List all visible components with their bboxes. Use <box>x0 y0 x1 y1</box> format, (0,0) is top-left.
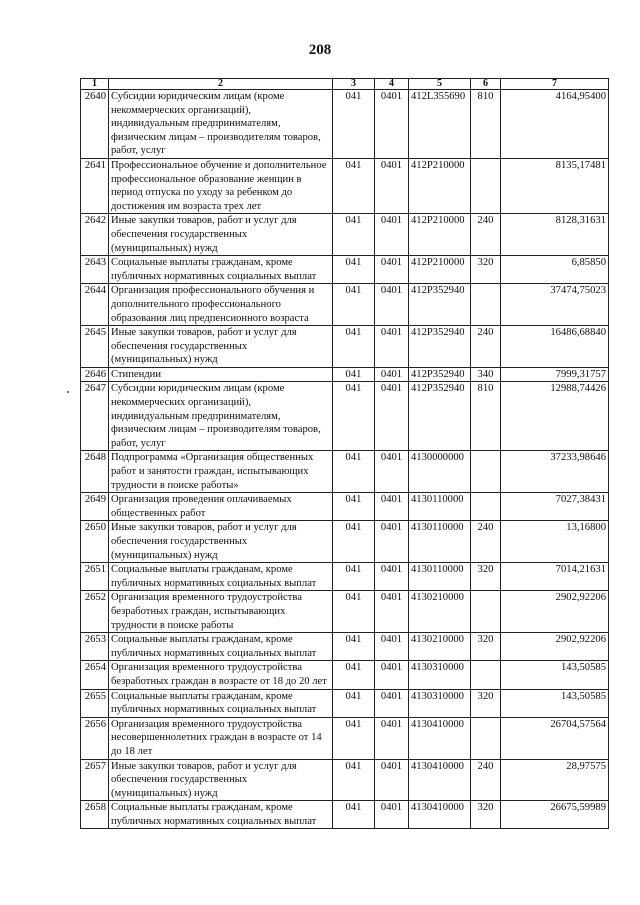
row-target-code: 4130110000 <box>409 493 471 521</box>
table-row <box>81 382 609 451</box>
row-target-code: 4130110000 <box>409 521 471 563</box>
row-target-code: 4130310000 <box>409 661 471 689</box>
page-number: 208 <box>308 42 332 58</box>
row-name-line: образования лиц предпенсионного возраста <box>111 312 309 324</box>
row-name-line: Социальные выплаты гражданам, кроме <box>111 802 293 814</box>
table-row <box>81 661 609 689</box>
row-name-line: безработных граждан, испытывающих <box>111 605 286 617</box>
row-section-code: 0401 <box>375 90 409 159</box>
row-name <box>109 284 333 326</box>
row-name-line: Субсидии юридическим лицам (кроме <box>111 91 285 102</box>
row-section-code: 0401 <box>375 214 409 256</box>
row-name-line: (муниципальных) нужд <box>111 354 218 366</box>
row-expense-type <box>471 493 501 521</box>
row-section-code: 0401 <box>375 591 409 633</box>
row-number: 2655 <box>81 689 109 717</box>
row-admin-code: 041 <box>333 521 375 563</box>
row-name-line: Социальные выплаты гражданам, кроме <box>111 257 293 269</box>
row-admin-code: 041 <box>333 801 375 829</box>
row-admin-code: 041 <box>333 563 375 591</box>
table-row <box>81 633 609 661</box>
row-name-line: публичных нормативных социальных выплат <box>111 815 317 827</box>
row-name-line: физическим лицам – производителям товаров, <box>111 131 321 143</box>
row-amount: 7014,21631 <box>501 563 609 591</box>
row-section-code: 0401 <box>375 256 409 284</box>
row-amount: 7999,31757 <box>501 367 609 382</box>
row-name-line: индивидуальным предпринимателям, <box>111 118 281 130</box>
row-amount: 4164,95400 <box>501 90 609 159</box>
row-name-line: трудности в поиске работы <box>111 619 234 631</box>
row-expense-type: 320 <box>471 633 501 661</box>
header-col-7: 7 <box>501 79 609 90</box>
row-target-code: 4130000000 <box>409 451 471 493</box>
row-name-line: Субсидии юридическим лицам (кроме <box>111 383 285 395</box>
row-name <box>109 801 333 829</box>
row-name-line: Подпрограмма «Организация общественных <box>111 452 314 464</box>
row-target-code: 4130110000 <box>409 563 471 591</box>
row-name-line: Социальные выплаты гражданам, кроме <box>111 564 293 576</box>
header-row <box>81 79 609 90</box>
row-name-line: физическим лицам – производителям товаров, <box>111 424 321 436</box>
row-name <box>109 493 333 521</box>
row-name-line: работ, услуг <box>111 437 166 449</box>
row-name-line: Организация профессионального обучения и <box>111 285 315 297</box>
row-name <box>109 759 333 801</box>
row-name <box>109 563 333 591</box>
row-name-line: безработных граждан в возрасте от 18 до 20 лет <box>111 675 327 687</box>
row-expense-type: 240 <box>471 326 501 368</box>
row-name <box>109 90 333 159</box>
row-number: 2656 <box>81 717 109 759</box>
row-admin-code: 041 <box>333 661 375 689</box>
row-expense-type: 240 <box>471 759 501 801</box>
row-target-code: 4130410000 <box>409 801 471 829</box>
row-section-code: 0401 <box>375 633 409 661</box>
row-number: 2648 <box>81 451 109 493</box>
row-admin-code: 041 <box>333 591 375 633</box>
row-name-line: Социальные выплаты гражданам, кроме <box>111 634 293 646</box>
row-expense-type <box>471 284 501 326</box>
row-name-line: некоммерческих организаций), <box>111 397 252 409</box>
row-amount: 26704,57564 <box>501 717 609 759</box>
row-target-code: 4130410000 <box>409 759 471 801</box>
row-name <box>109 326 333 368</box>
row-admin-code: 041 <box>333 158 375 213</box>
row-target-code: 4130410000 <box>409 717 471 759</box>
row-amount: 28,97575 <box>501 759 609 801</box>
row-expense-type: 320 <box>471 256 501 284</box>
row-number: 2641 <box>81 158 109 213</box>
row-name <box>109 591 333 633</box>
row-name-line: Организация временного трудоустройства <box>111 662 302 674</box>
row-section-code: 0401 <box>375 284 409 326</box>
table-header <box>81 79 609 90</box>
header-col-3: 3 <box>333 79 375 90</box>
row-name-line: (муниципальных) нужд <box>111 787 218 799</box>
row-target-code: 412P210000 <box>409 158 471 213</box>
row-amount: 143,50585 <box>501 661 609 689</box>
table-row <box>81 451 609 493</box>
row-name-line: работ и занятости граждан, испытывающих <box>111 466 309 478</box>
row-section-code: 0401 <box>375 521 409 563</box>
row-number: 2649 <box>81 493 109 521</box>
header-col-5: 5 <box>409 79 471 90</box>
row-expense-type <box>471 717 501 759</box>
row-amount: 13,16800 <box>501 521 609 563</box>
table-row <box>81 801 609 829</box>
row-name-line: Социальные выплаты гражданам, кроме <box>111 690 293 702</box>
row-admin-code: 041 <box>333 214 375 256</box>
table-row <box>81 759 609 801</box>
row-admin-code: 041 <box>333 451 375 493</box>
row-section-code: 0401 <box>375 158 409 213</box>
row-number: 2640 <box>81 90 109 159</box>
row-name-line: некоммерческих организаций), <box>111 104 252 116</box>
row-name <box>109 451 333 493</box>
header-col-6: 6 <box>471 79 501 90</box>
row-admin-code: 041 <box>333 759 375 801</box>
row-name-line: дополнительного профессионального <box>111 298 281 310</box>
row-name-line: Профессиональное обучение и дополнительное <box>111 159 327 171</box>
row-section-code: 0401 <box>375 801 409 829</box>
row-name <box>109 521 333 563</box>
table-row <box>81 158 609 213</box>
row-admin-code: 041 <box>333 689 375 717</box>
table-row <box>81 367 609 382</box>
row-target-code: 412P210000 <box>409 256 471 284</box>
row-target-code: 412P352940 <box>409 382 471 451</box>
row-name-line: достижения им возраста трех лет <box>111 200 262 212</box>
row-amount: 8128,31631 <box>501 214 609 256</box>
row-name-line: работ, услуг <box>111 145 166 157</box>
row-amount: 2902,92206 <box>501 591 609 633</box>
row-admin-code: 041 <box>333 382 375 451</box>
row-name-line: Иные закупки товаров, работ и услуг для <box>111 522 297 534</box>
row-expense-type: 320 <box>471 801 501 829</box>
row-name-line: до 18 лет <box>111 745 153 757</box>
row-expense-type: 340 <box>471 367 501 382</box>
row-amount: 12988,74426 <box>501 382 609 451</box>
row-amount: 37474,75023 <box>501 284 609 326</box>
row-expense-type: 810 <box>471 382 501 451</box>
table-row <box>81 326 609 368</box>
table-row <box>81 90 609 159</box>
row-expense-type <box>471 158 501 213</box>
row-expense-type: 320 <box>471 689 501 717</box>
row-number: 2654 <box>81 661 109 689</box>
row-section-code: 0401 <box>375 451 409 493</box>
row-name <box>109 382 333 451</box>
row-number: 2652 <box>81 591 109 633</box>
row-section-code: 0401 <box>375 661 409 689</box>
budget-table <box>80 78 609 829</box>
row-admin-code: 041 <box>333 367 375 382</box>
row-admin-code: 041 <box>333 284 375 326</box>
row-name-line: публичных нормативных социальных выплат <box>111 647 317 659</box>
table-row <box>81 284 609 326</box>
row-target-code: 4130210000 <box>409 633 471 661</box>
row-target-code: 4130310000 <box>409 689 471 717</box>
row-name-line: трудности в поиске работы» <box>111 479 239 491</box>
table-row <box>81 591 609 633</box>
row-expense-type: 240 <box>471 521 501 563</box>
row-expense-type <box>471 591 501 633</box>
row-section-code: 0401 <box>375 382 409 451</box>
row-number: 2650 <box>81 521 109 563</box>
row-section-code: 0401 <box>375 367 409 382</box>
row-number: 2651 <box>81 563 109 591</box>
row-name-line: период отпуска по уходу за ребенком до <box>111 187 293 199</box>
row-number: 2644 <box>81 284 109 326</box>
table-row <box>81 493 609 521</box>
header-col-2: 2 <box>109 79 333 90</box>
row-name-line: обеспечения государственных <box>111 228 248 240</box>
row-section-code: 0401 <box>375 689 409 717</box>
row-amount: 7027,38431 <box>501 493 609 521</box>
row-number: 2642 <box>81 214 109 256</box>
table-row <box>81 256 609 284</box>
row-admin-code: 041 <box>333 326 375 368</box>
row-amount: 8135,17481 <box>501 158 609 213</box>
row-name <box>109 256 333 284</box>
row-expense-type: 240 <box>471 214 501 256</box>
row-name <box>109 158 333 213</box>
row-amount: 143,50585 <box>501 689 609 717</box>
row-name <box>109 717 333 759</box>
row-expense-type: 320 <box>471 563 501 591</box>
row-name <box>109 661 333 689</box>
row-amount: 6,85850 <box>501 256 609 284</box>
table-row <box>81 521 609 563</box>
row-expense-type <box>471 451 501 493</box>
row-number: 2645 <box>81 326 109 368</box>
row-amount: 2902,92206 <box>501 633 609 661</box>
row-number: 2658 <box>81 801 109 829</box>
row-name-line: индивидуальным предпринимателям, <box>111 410 281 422</box>
row-name-line: (муниципальных) нужд <box>111 549 218 561</box>
row-name <box>109 367 333 382</box>
row-name-line: несовершеннолетних граждан в возрасте от 14 <box>111 732 322 744</box>
table-row <box>81 214 609 256</box>
row-section-code: 0401 <box>375 759 409 801</box>
header-col-4: 4 <box>375 79 409 90</box>
row-name-line: публичных нормативных социальных выплат <box>111 270 317 282</box>
row-target-code: 412P210000 <box>409 214 471 256</box>
table-row <box>81 563 609 591</box>
row-name <box>109 214 333 256</box>
row-admin-code: 041 <box>333 633 375 661</box>
row-expense-type <box>471 661 501 689</box>
row-name-line: Стипендии <box>111 368 161 380</box>
row-target-code: 412P352940 <box>409 284 471 326</box>
row-number: 2653 <box>81 633 109 661</box>
row-expense-type: 810 <box>471 90 501 159</box>
row-admin-code: 041 <box>333 717 375 759</box>
row-name-line: Организация временного трудоустройства <box>111 592 302 604</box>
row-name-line: обеспечения государственных <box>111 536 248 547</box>
row-name-line: профессиональное образование женщин в <box>111 173 302 185</box>
row-admin-code: 041 <box>333 256 375 284</box>
row-name-line: публичных нормативных социальных выплат <box>111 577 317 589</box>
row-name-line: публичных нормативных социальных выплат <box>111 704 317 716</box>
row-number: 2657 <box>81 759 109 801</box>
header-col-1: 1 <box>81 79 109 90</box>
row-amount: 26675,59989 <box>501 801 609 829</box>
row-name-line: Иные закупки товаров, работ и услуг для <box>111 327 297 339</box>
row-name-line: Иные закупки товаров, работ и услуг для <box>111 215 297 227</box>
row-name-line: Иные закупки товаров, работ и услуг для <box>111 760 297 772</box>
row-name-line: Организация проведения оплачиваемых <box>111 494 292 506</box>
table-body <box>81 90 609 829</box>
row-name <box>109 689 333 717</box>
scan-speck <box>67 391 69 393</box>
row-section-code: 0401 <box>375 493 409 521</box>
row-admin-code: 041 <box>333 90 375 159</box>
row-name-line: Организация временного трудоустройства <box>111 718 302 730</box>
row-name-line: общественных работ <box>111 507 206 519</box>
row-target-code: 4130210000 <box>409 591 471 633</box>
row-target-code: 412L355690 <box>409 90 471 159</box>
row-name <box>109 633 333 661</box>
row-name-line: обеспечения государственных <box>111 774 248 786</box>
row-admin-code: 041 <box>333 493 375 521</box>
row-target-code: 412P352940 <box>409 326 471 368</box>
row-target-code: 412P352940 <box>409 367 471 382</box>
row-number: 2646 <box>81 367 109 382</box>
row-name-line: обеспечения государственных <box>111 340 248 352</box>
row-section-code: 0401 <box>375 563 409 591</box>
table-row <box>81 689 609 717</box>
row-name-line: (муниципальных) нужд <box>111 242 218 254</box>
row-amount: 37233,98646 <box>501 451 609 493</box>
row-section-code: 0401 <box>375 717 409 759</box>
row-number: 2647 <box>81 382 109 451</box>
row-number: 2643 <box>81 256 109 284</box>
table-row <box>81 717 609 759</box>
row-amount: 16486,68840 <box>501 326 609 368</box>
row-section-code: 0401 <box>375 326 409 368</box>
